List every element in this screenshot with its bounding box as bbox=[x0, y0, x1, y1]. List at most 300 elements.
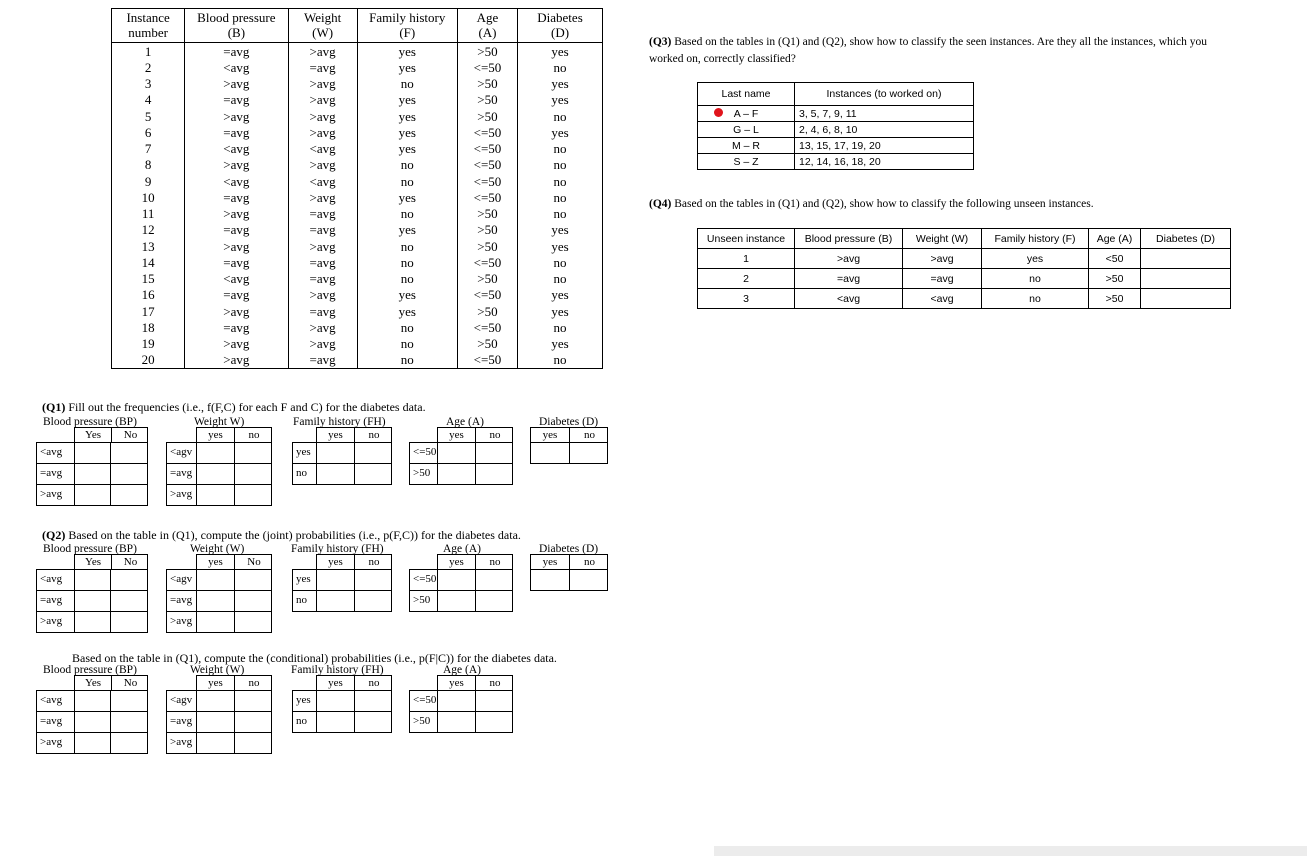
table-cell: =avg bbox=[288, 222, 357, 238]
q1-age-no-input[interactable] bbox=[475, 442, 513, 464]
table-cell: >avg bbox=[288, 238, 357, 254]
table-row bbox=[112, 59, 603, 75]
table-row bbox=[112, 222, 603, 238]
table-cell: >avg bbox=[185, 108, 288, 124]
table-cell: no bbox=[518, 254, 603, 270]
q2-bp-row-label: >avg bbox=[36, 611, 75, 633]
q2b-bp-label: Blood pressure (BP) bbox=[43, 664, 137, 676]
q2b-age-label: Age (A) bbox=[443, 664, 481, 676]
table-cell: 14 bbox=[112, 254, 185, 270]
q1-age-header bbox=[437, 427, 513, 443]
q2-fh-header bbox=[316, 554, 392, 570]
table-cell: no bbox=[357, 76, 457, 92]
table-row bbox=[112, 271, 603, 287]
table-cell: <avg bbox=[185, 271, 288, 287]
table-cell: <=50 bbox=[457, 59, 517, 75]
table-cell: no bbox=[982, 289, 1089, 309]
q2-fh-row-label: yes bbox=[292, 569, 317, 591]
q2b-bp-no-input[interactable] bbox=[110, 711, 148, 733]
q2-age-row-label: >50 bbox=[409, 590, 438, 612]
table-cell: =avg bbox=[288, 254, 357, 270]
answer-cell[interactable] bbox=[1141, 249, 1231, 269]
answer-cell[interactable] bbox=[1141, 269, 1231, 289]
q1-weight-no-input[interactable] bbox=[234, 484, 272, 506]
table-cell: 1 bbox=[112, 43, 185, 60]
table-row bbox=[698, 269, 1231, 289]
q2b-age-header bbox=[437, 675, 513, 691]
table-cell: >50 bbox=[457, 43, 517, 60]
table-cell: yes bbox=[357, 287, 457, 303]
table-cell: =avg bbox=[185, 254, 288, 270]
diabetes-data-table bbox=[111, 8, 603, 369]
table-cell: >avg bbox=[288, 124, 357, 140]
table-cell: yes bbox=[357, 108, 457, 124]
table-cell: >50 bbox=[457, 206, 517, 222]
table-cell: yes bbox=[982, 249, 1089, 269]
q1-diabetes-yes-header: yes bbox=[531, 428, 570, 442]
table-cell: =avg bbox=[903, 269, 982, 289]
q2-age-yes-input[interactable] bbox=[437, 569, 476, 591]
q2-weight-no-input[interactable] bbox=[234, 611, 272, 633]
q2-bp-row-label: <avg bbox=[36, 569, 75, 591]
q2b-bp-yes-header: Yes bbox=[75, 676, 112, 690]
table-row bbox=[698, 289, 1231, 309]
header-instances: Instances (to worked on) bbox=[795, 83, 974, 106]
table-row bbox=[698, 122, 974, 138]
table-row bbox=[112, 43, 603, 60]
table-cell: <=50 bbox=[457, 124, 517, 140]
q2b-bp-yes-input[interactable] bbox=[74, 732, 111, 754]
table-cell: =avg bbox=[288, 352, 357, 369]
table-row bbox=[112, 303, 603, 319]
q2-bp-yes-input[interactable] bbox=[74, 590, 111, 612]
header-weight: Weight (W) bbox=[903, 229, 982, 249]
table-row bbox=[112, 124, 603, 140]
header-diabetes: Diabetes (D) bbox=[1141, 229, 1231, 249]
q1-fh-row-label: no bbox=[292, 463, 317, 485]
q2-fh-yes-header: yes bbox=[317, 555, 355, 569]
table-cell: yes bbox=[518, 336, 603, 352]
q1-age-yes-input[interactable] bbox=[437, 442, 476, 464]
q2-weight-row-label: >avg bbox=[166, 611, 197, 633]
header-unseen-instance: Unseen instance bbox=[698, 229, 795, 249]
table-cell: =avg bbox=[185, 319, 288, 335]
header-age: Age (A) bbox=[457, 9, 517, 43]
q1-fh-no-input[interactable] bbox=[354, 463, 392, 485]
table-cell: >avg bbox=[903, 249, 982, 269]
table-cell: no bbox=[357, 254, 457, 270]
q2b-weight-yes-input[interactable] bbox=[196, 711, 235, 733]
table-cell: >avg bbox=[288, 189, 357, 205]
red-marker-dot bbox=[714, 108, 723, 117]
header-family-history: Family history (F) bbox=[357, 9, 457, 43]
table-row bbox=[112, 319, 603, 335]
table-cell: yes bbox=[357, 303, 457, 319]
q2b-age-no-header: no bbox=[489, 677, 501, 689]
table-cell: 1 bbox=[698, 249, 795, 269]
table-cell: 13, 15, 17, 19, 20 bbox=[795, 138, 974, 154]
q2b-weight-row-label: <agv bbox=[166, 690, 197, 712]
q2-bp-yes-input[interactable] bbox=[74, 611, 111, 633]
header-blood-pressure: Blood pressure (B) bbox=[185, 9, 288, 43]
table-cell: 9 bbox=[112, 173, 185, 189]
table-cell: <=50 bbox=[457, 141, 517, 157]
q1-fh-yes-input[interactable] bbox=[316, 463, 355, 485]
table-cell: <=50 bbox=[457, 189, 517, 205]
table-cell: no bbox=[518, 319, 603, 335]
table-cell: 18 bbox=[112, 319, 185, 335]
table-cell: >avg bbox=[795, 249, 903, 269]
table-row bbox=[112, 173, 603, 189]
table-cell: <=50 bbox=[457, 157, 517, 173]
q2-fh-no-header: no bbox=[368, 556, 380, 568]
table-cell: 12 bbox=[112, 222, 185, 238]
table-cell: <50 bbox=[1089, 249, 1141, 269]
table-cell: >50 bbox=[457, 222, 517, 238]
q2b-age-yes-input[interactable] bbox=[437, 711, 476, 733]
q2-bp-label: Blood pressure (BP) bbox=[43, 543, 137, 555]
table-cell: 19 bbox=[112, 336, 185, 352]
q2-fh-yes-input[interactable] bbox=[316, 590, 355, 612]
table-cell: 2 bbox=[698, 269, 795, 289]
table-cell: no bbox=[518, 141, 603, 157]
table-cell: =avg bbox=[288, 271, 357, 287]
q1-weight-yes-input[interactable] bbox=[196, 442, 235, 464]
table-cell: 11 bbox=[112, 206, 185, 222]
table-cell: 7 bbox=[112, 141, 185, 157]
table-cell: yes bbox=[518, 76, 603, 92]
table-cell: =avg bbox=[185, 92, 288, 108]
q2b-weight-row-label: >avg bbox=[166, 732, 197, 754]
header-weight: Weight (W) bbox=[288, 9, 357, 43]
q2b-fh-row-label: yes bbox=[292, 690, 317, 712]
table-cell: >avg bbox=[288, 287, 357, 303]
table-cell: yes bbox=[357, 189, 457, 205]
table-cell: yes bbox=[357, 59, 457, 75]
q1-age-row-label: >50 bbox=[409, 463, 438, 485]
q1-bp-yes-input[interactable] bbox=[74, 463, 111, 485]
q1-weight-row-label: <agv bbox=[166, 442, 197, 464]
q1-bp-no-input[interactable] bbox=[110, 484, 148, 506]
q2-fh-row-label: no bbox=[292, 590, 317, 612]
q2-diabetes-header bbox=[530, 554, 608, 570]
q2b-fh-header bbox=[316, 675, 392, 691]
q2b-bp-yes-input[interactable] bbox=[74, 690, 111, 712]
q2-weight-yes-input[interactable] bbox=[196, 590, 235, 612]
table-cell: >50 bbox=[1089, 289, 1141, 309]
q2b-fh-yes-header: yes bbox=[317, 676, 355, 690]
q1-diabetes-no-header: no bbox=[584, 429, 595, 441]
q1-bp-header bbox=[74, 427, 148, 443]
table-cell: >50 bbox=[457, 238, 517, 254]
q1-fh-header bbox=[316, 427, 392, 443]
table-cell: 2 bbox=[112, 59, 185, 75]
q4-title: (Q4) Based on the tables in (Q1) and (Q2), show how to classify the following unseen instances. bbox=[649, 198, 1094, 210]
q2-age-header bbox=[437, 554, 513, 570]
table-cell: >50 bbox=[457, 271, 517, 287]
table-cell: =avg bbox=[185, 124, 288, 140]
table-cell: =avg bbox=[288, 59, 357, 75]
table-cell: yes bbox=[357, 141, 457, 157]
table-row bbox=[112, 141, 603, 157]
table-cell: yes bbox=[357, 222, 457, 238]
q1-age-no-header: no bbox=[489, 429, 501, 441]
q2b-fh-yes-input[interactable] bbox=[316, 711, 355, 733]
table-row bbox=[112, 287, 603, 303]
q2b-fh-no-input[interactable] bbox=[354, 690, 392, 712]
q1-weight-no-input[interactable] bbox=[234, 442, 272, 464]
q2-weight-no-input[interactable] bbox=[234, 569, 272, 591]
table-cell: <avg bbox=[185, 173, 288, 189]
table-cell: 13 bbox=[112, 238, 185, 254]
q1-bp-no-input[interactable] bbox=[110, 442, 148, 464]
table-cell: 17 bbox=[112, 303, 185, 319]
q1-bp-label: Blood pressure (BP) bbox=[43, 416, 137, 428]
q2-bp-yes-input[interactable] bbox=[74, 569, 111, 591]
table-cell: A – F bbox=[698, 106, 795, 122]
table-row bbox=[112, 157, 603, 173]
table-cell: no bbox=[518, 189, 603, 205]
table-cell: yes bbox=[357, 124, 457, 140]
table-row bbox=[112, 76, 603, 92]
table-cell: no bbox=[357, 319, 457, 335]
q1-title: (Q1) Fill out the frequencies (i.e., f(F,C) for each F and C) for the diabetes data. bbox=[42, 400, 426, 414]
unseen-instances-table bbox=[697, 228, 1231, 309]
table-cell: S – Z bbox=[698, 154, 795, 170]
q2-bp-no-input[interactable] bbox=[110, 590, 148, 612]
table-row bbox=[112, 189, 603, 205]
q2-weight-row-label: =avg bbox=[166, 590, 197, 612]
table-cell: >50 bbox=[457, 336, 517, 352]
q1-bp-row-label: =avg bbox=[36, 463, 75, 485]
table-cell: >50 bbox=[457, 303, 517, 319]
table-cell: >avg bbox=[288, 76, 357, 92]
table-cell: >avg bbox=[185, 303, 288, 319]
table-cell: >avg bbox=[288, 336, 357, 352]
table-cell: 12, 14, 16, 18, 20 bbox=[795, 154, 974, 170]
q2-diabetes-no-header: no bbox=[584, 556, 595, 568]
header-diabetes: Diabetes (D) bbox=[518, 9, 603, 43]
table-row bbox=[698, 154, 974, 170]
table-header-row bbox=[112, 9, 603, 43]
q2b-weight-no-input[interactable] bbox=[234, 690, 272, 712]
q2-diabetes-label: Diabetes (D) bbox=[539, 543, 599, 555]
table-row bbox=[698, 138, 974, 154]
table-cell: 2, 4, 6, 8, 10 bbox=[795, 122, 974, 138]
table-cell: 3 bbox=[698, 289, 795, 309]
table-row bbox=[112, 108, 603, 124]
q2b-fh-no-input[interactable] bbox=[354, 711, 392, 733]
table-cell: <avg bbox=[903, 289, 982, 309]
q2b-bp-row-label: =avg bbox=[36, 711, 75, 733]
table-cell: no bbox=[518, 108, 603, 124]
table-cell: <=50 bbox=[457, 287, 517, 303]
table-cell: 16 bbox=[112, 287, 185, 303]
q1-age-no-input[interactable] bbox=[475, 463, 513, 485]
table-row bbox=[698, 106, 974, 122]
q2b-age-yes-input[interactable] bbox=[437, 690, 476, 712]
q3-title-line2: worked on, correctly classified? bbox=[649, 53, 796, 65]
q1-bp-no-input[interactable] bbox=[110, 463, 148, 485]
q2-bp-no-input[interactable] bbox=[110, 611, 148, 633]
q1-age-label: Age (A) bbox=[446, 416, 484, 428]
table-cell: yes bbox=[357, 92, 457, 108]
q2-age-yes-header: yes bbox=[438, 555, 476, 569]
header-instance: Instance number bbox=[112, 9, 185, 43]
q1-fh-yes-input[interactable] bbox=[316, 442, 355, 464]
q1-weight-no-input[interactable] bbox=[234, 463, 272, 485]
last-name-table bbox=[697, 82, 974, 170]
q2-diabetes-no-input[interactable] bbox=[569, 569, 608, 591]
table-cell: no bbox=[357, 238, 457, 254]
table-cell: <avg bbox=[795, 289, 903, 309]
q1-diabetes-label: Diabetes (D) bbox=[539, 416, 599, 428]
q1-weight-header bbox=[196, 427, 272, 443]
q1-weight-row-label: =avg bbox=[166, 463, 197, 485]
q2-weight-no-input[interactable] bbox=[234, 590, 272, 612]
q2b-weight-no-header: no bbox=[248, 677, 260, 689]
q2b-title: Based on the table in (Q1), compute the (conditional) probabilities (i.e., p(F|C)) for the diabetes data. bbox=[72, 651, 557, 665]
q1-weight-yes-input[interactable] bbox=[196, 484, 235, 506]
q1-diabetes-yes-input[interactable] bbox=[530, 442, 570, 464]
table-row bbox=[112, 238, 603, 254]
table-cell: >avg bbox=[288, 319, 357, 335]
table-cell: <avg bbox=[288, 173, 357, 189]
table-cell: no bbox=[518, 352, 603, 369]
q2-age-yes-input[interactable] bbox=[437, 590, 476, 612]
q2b-weight-no-input[interactable] bbox=[234, 732, 272, 754]
q2b-bp-yes-input[interactable] bbox=[74, 711, 111, 733]
q1-weight-row-label: >avg bbox=[166, 484, 197, 506]
q2b-bp-row-label: >avg bbox=[36, 732, 75, 754]
q1-bp-yes-header: Yes bbox=[75, 428, 112, 442]
table-cell: >avg bbox=[185, 76, 288, 92]
table-cell: no bbox=[518, 157, 603, 173]
q2-age-no-header: no bbox=[489, 556, 501, 568]
table-cell: no bbox=[357, 336, 457, 352]
q1-diabetes-header bbox=[530, 427, 608, 443]
table-row bbox=[112, 352, 603, 369]
q2b-weight-no-input[interactable] bbox=[234, 711, 272, 733]
table-cell: 6 bbox=[112, 124, 185, 140]
q2b-fh-label: Family history (FH) bbox=[291, 664, 384, 676]
q1-fh-no-input[interactable] bbox=[354, 442, 392, 464]
q1-weight-yes-input[interactable] bbox=[196, 463, 235, 485]
table-cell: <avg bbox=[185, 141, 288, 157]
q2-age-no-input[interactable] bbox=[475, 590, 513, 612]
q2b-weight-yes-header: yes bbox=[197, 676, 235, 690]
q2b-age-no-input[interactable] bbox=[475, 711, 513, 733]
table-cell: no bbox=[357, 157, 457, 173]
q2-bp-no-header: No bbox=[123, 556, 138, 568]
header-family-history: Family history (F) bbox=[982, 229, 1089, 249]
q1-age-row-label: <=50 bbox=[409, 442, 438, 464]
q2b-age-yes-header: yes bbox=[438, 676, 476, 690]
q1-bp-yes-input[interactable] bbox=[74, 442, 111, 464]
table-cell: no bbox=[357, 206, 457, 222]
table-cell: <=50 bbox=[457, 173, 517, 189]
table-cell: >50 bbox=[457, 108, 517, 124]
q2b-age-row-label: >50 bbox=[409, 711, 438, 733]
q2-weight-yes-input[interactable] bbox=[196, 569, 235, 591]
header-last-name: Last name bbox=[698, 83, 795, 106]
table-cell: =avg bbox=[288, 206, 357, 222]
table-cell: >50 bbox=[457, 76, 517, 92]
table-cell: <=50 bbox=[457, 254, 517, 270]
q2-age-no-input[interactable] bbox=[475, 569, 513, 591]
q1-diabetes-no-input[interactable] bbox=[569, 442, 608, 464]
q1-age-yes-header: yes bbox=[438, 428, 476, 442]
q2b-bp-no-input[interactable] bbox=[110, 732, 148, 754]
table-cell: yes bbox=[518, 43, 603, 60]
table-cell: 8 bbox=[112, 157, 185, 173]
q2b-fh-yes-input[interactable] bbox=[316, 690, 355, 712]
q2b-weight-yes-input[interactable] bbox=[196, 732, 235, 754]
q2-title: (Q2) Based on the table in (Q1), compute the (joint) probabilities (i.e., p(F,C)) for the diabetes data. bbox=[42, 528, 521, 542]
table-cell: yes bbox=[518, 287, 603, 303]
q2b-fh-no-header: no bbox=[368, 677, 380, 689]
q2-weight-yes-header: yes bbox=[197, 555, 235, 569]
q2b-age-row-label: <=50 bbox=[409, 690, 438, 712]
table-header-row bbox=[698, 229, 1231, 249]
q2-fh-label: Family history (FH) bbox=[291, 543, 384, 555]
table-cell: G – L bbox=[698, 122, 795, 138]
q2-weight-no-header: No bbox=[247, 556, 261, 568]
q2-fh-no-input[interactable] bbox=[354, 590, 392, 612]
q2-bp-no-input[interactable] bbox=[110, 569, 148, 591]
q1-bp-no-header: No bbox=[123, 429, 138, 441]
q2-weight-row-label: <agv bbox=[166, 569, 197, 591]
q2-fh-yes-input[interactable] bbox=[316, 569, 355, 591]
q2b-age-no-input[interactable] bbox=[475, 690, 513, 712]
table-cell: <=50 bbox=[457, 319, 517, 335]
q2-diabetes-yes-input[interactable] bbox=[530, 569, 570, 591]
table-cell: no bbox=[518, 173, 603, 189]
q1-age-yes-input[interactable] bbox=[437, 463, 476, 485]
table-cell: no bbox=[518, 271, 603, 287]
q1-fh-yes-header: yes bbox=[317, 428, 355, 442]
table-cell: yes bbox=[357, 43, 457, 60]
q2-weight-header bbox=[196, 554, 272, 570]
table-cell: yes bbox=[518, 124, 603, 140]
table-cell: no bbox=[982, 269, 1089, 289]
table-cell: yes bbox=[518, 303, 603, 319]
q1-bp-row-label: <avg bbox=[36, 442, 75, 464]
table-cell: >avg bbox=[288, 43, 357, 60]
q2b-weight-yes-input[interactable] bbox=[196, 690, 235, 712]
q2b-weight-label: Weight (W) bbox=[190, 664, 245, 676]
table-cell: =avg bbox=[185, 189, 288, 205]
q2-bp-row-label: =avg bbox=[36, 590, 75, 612]
table-header-row bbox=[698, 83, 974, 106]
table-cell: =avg bbox=[185, 222, 288, 238]
table-cell: <=50 bbox=[457, 352, 517, 369]
table-cell: =avg bbox=[795, 269, 903, 289]
q1-bp-yes-input[interactable] bbox=[74, 484, 111, 506]
answer-cell[interactable] bbox=[1141, 289, 1231, 309]
q1-bp-row-label: >avg bbox=[36, 484, 75, 506]
q2b-bp-no-input[interactable] bbox=[110, 690, 148, 712]
q2-fh-no-input[interactable] bbox=[354, 569, 392, 591]
table-cell: M – R bbox=[698, 138, 795, 154]
table-cell: 5 bbox=[112, 108, 185, 124]
q1-weight-yes-header: yes bbox=[197, 428, 235, 442]
q2-weight-yes-input[interactable] bbox=[196, 611, 235, 633]
q2-bp-header bbox=[74, 554, 148, 570]
q2b-fh-row-label: no bbox=[292, 711, 317, 733]
table-cell: >avg bbox=[185, 238, 288, 254]
table-cell: 10 bbox=[112, 189, 185, 205]
